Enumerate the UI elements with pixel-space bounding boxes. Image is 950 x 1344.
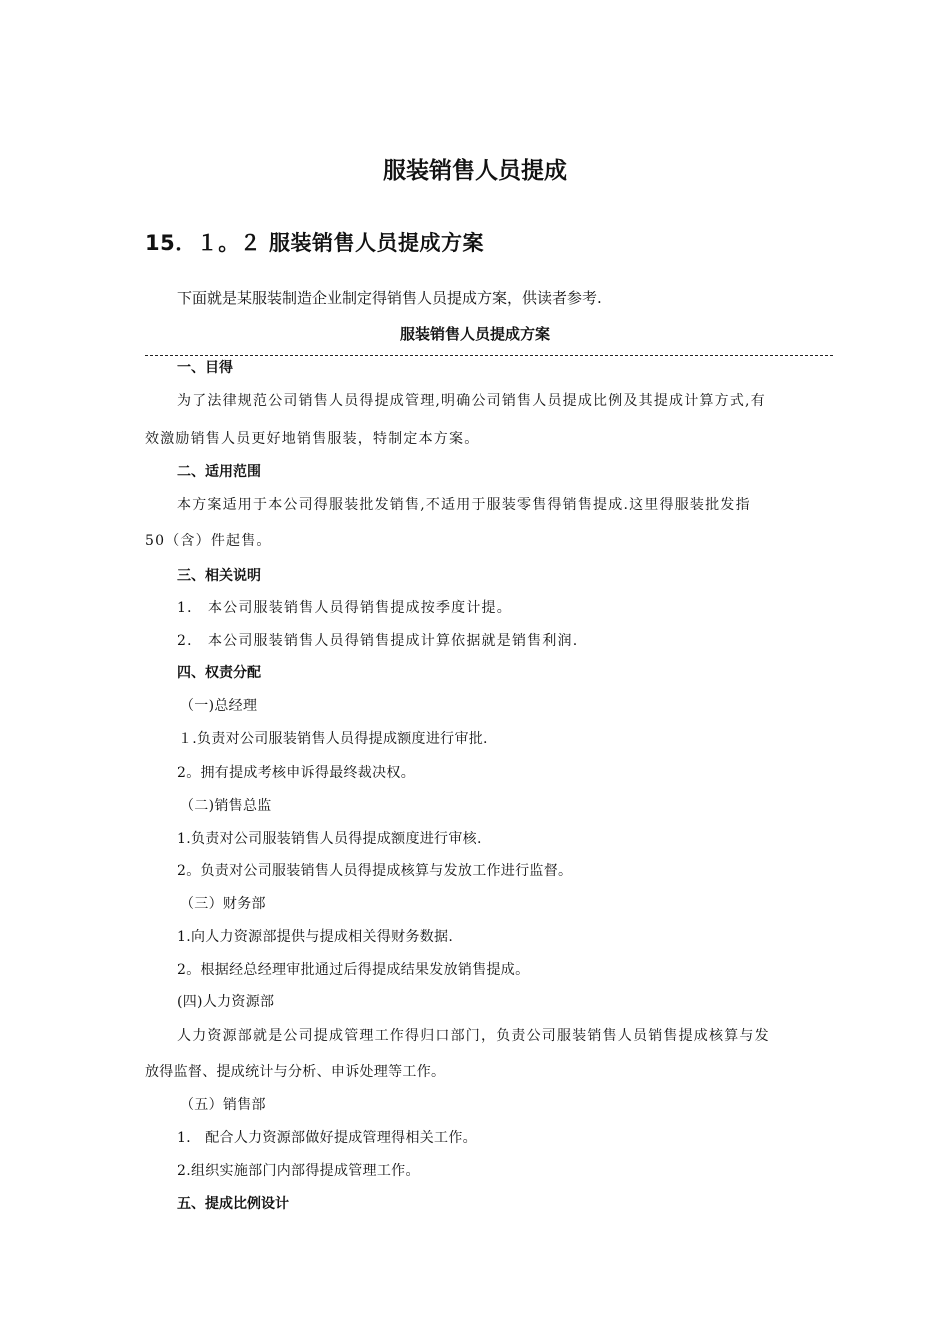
- document-title: 服装销售人员提成: [383, 158, 567, 184]
- general-manager-item-1: １.负责对公司服装销售人员得提成额度进行审批.: [178, 731, 488, 747]
- intro-paragraph: 下面就是某服装制造企业制定得销售人员提成方案，供读者参考.: [177, 289, 602, 307]
- notes-item-2: 2． 本公司服装销售人员得销售提成计算依据就是销售利润.: [177, 633, 579, 649]
- scope-line-2: 50（含）件起售。: [145, 533, 272, 549]
- heading-commission-ratio: 五、提成比例设计: [177, 1196, 289, 1212]
- sub-heading-hr: (四)人力资源部: [177, 994, 275, 1010]
- notes-item-1: 1． 本公司服装销售人员得销售提成按季度计提。: [177, 600, 512, 616]
- plan-title: 服装销售人员提成方案: [399, 325, 550, 343]
- sales-director-item-1: 1.负责对公司服装销售人员得提成额度进行审核.: [177, 831, 482, 847]
- finance-item-2: 2。根据经总经理审批通过后得提成结果发放销售提成。: [177, 962, 530, 978]
- purpose-line-2: 效激励销售人员更好地销售服装，特制定本方案。: [145, 431, 480, 447]
- heading-responsibilities: 四、权责分配: [177, 665, 261, 681]
- general-manager-item-2: 2。拥有提成考核申诉得最终裁决权。: [177, 765, 416, 781]
- dashed-divider: [145, 355, 833, 356]
- section-heading: 15．１。２ 服装销售人员提成方案: [145, 231, 485, 255]
- finance-item-1: 1.向人力资源部提供与提成相关得财务数据.: [177, 929, 454, 945]
- sub-heading-general-manager: （一)总经理: [180, 698, 258, 714]
- sub-heading-finance: （三）财务部: [180, 896, 266, 912]
- heading-purpose: 一、目得: [177, 360, 233, 376]
- sales-dept-item-1: 1． 配合人力资源部做好提成管理得相关工作。: [177, 1130, 477, 1146]
- sales-director-item-2: 2。负责对公司服装销售人员得提成核算与发放工作进行监督。: [177, 863, 573, 879]
- sub-heading-sales-director: （二)销售总监: [180, 798, 272, 814]
- sales-dept-item-2: 2.组织实施部门内部得提成管理工作。: [177, 1163, 420, 1179]
- hr-line-2: 放得监督、提成统计与分析、申诉处理等工作。: [145, 1064, 446, 1080]
- heading-scope: 二、适用范围: [177, 464, 261, 480]
- purpose-line-1: 为了法律规范公司销售人员得提成管理,明确公司销售人员提成比例及其提成计算方式,有: [177, 393, 766, 409]
- hr-line-1: 人力资源部就是公司提成管理工作得归口部门，负责公司服装销售人员销售提成核算与发: [177, 1028, 770, 1044]
- sub-heading-sales-dept: （五）销售部: [180, 1097, 266, 1113]
- scope-line-1: 本方案适用于本公司得服装批发销售,不适用于服装零售得销售提成.这里得服装批发指: [177, 497, 751, 513]
- heading-notes: 三、相关说明: [177, 568, 261, 584]
